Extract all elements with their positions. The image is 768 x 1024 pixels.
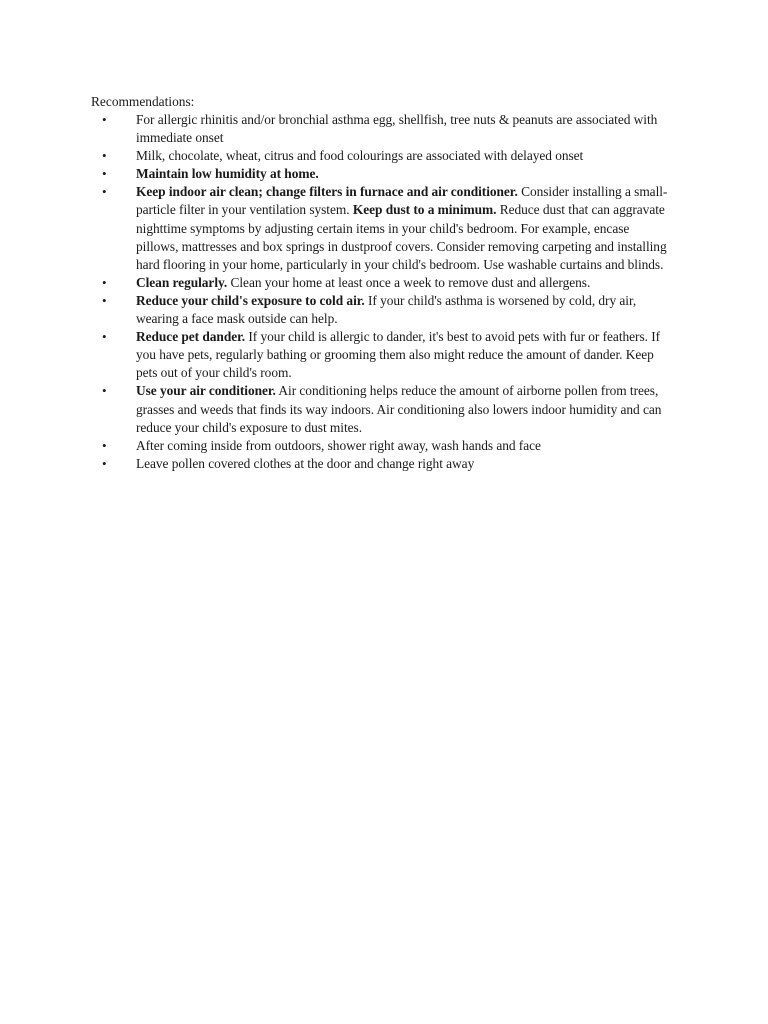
list-item (91, 455, 671, 473)
bullet-icon: • (102, 184, 107, 200)
list-item (91, 111, 671, 147)
item-text: If your child is allergic to dander, it's best to avoid pets with fur or feathers. If you have pets, regularly bathing or grooming them also might reduce the amount of dander. Keep pets out of your child's room. (136, 329, 661, 381)
bullet-icon: • (102, 112, 107, 127)
bullet-icon: • (102, 383, 107, 399)
item-bold-text: Reduce your child's exposure to cold air. (136, 292, 365, 308)
item-text: For allergic rhinitis and/or bronchial asthma egg, shellfish, tree nuts & peanuts are associated with immediate onset (136, 112, 658, 146)
item-text: Reduce dust that can aggravate nighttime symptoms by adjusting certain items in your child's bedroom. For example, encase pillows, mattresses and box springs in dustproof covers. Consider removing carpeting and installing hard flooring in your home, particularly in your child's bedroom. Use washable curtains and blinds. (136, 202, 667, 272)
item-text: If your child's asthma is worsened by cold, dry air, wearing a face mask outside can help. (136, 292, 637, 327)
item-bold-text: Maintain low humidity at home. (136, 166, 319, 182)
bullet-icon: • (102, 292, 107, 308)
item-text: Milk, chocolate, wheat, citrus and food colourings are associated with delayed onset (136, 148, 584, 164)
document-page (91, 93, 671, 473)
item-text: Air conditioning helps reduce the amount of airborne pollen from trees, grasses and weeds that finds its way indoors. Air conditioning also lowers indoor humidity and can reduce your child's exposure to dust mites. (136, 383, 662, 435)
item-text: Consider installing a small-particle filter in your ventilation system. (136, 184, 668, 218)
item-bold-text: Use your air conditioner. (136, 383, 276, 399)
bullet-icon: • (102, 455, 107, 471)
bullet-icon: • (102, 148, 107, 164)
list-item (91, 437, 671, 455)
item-bold-text: Keep dust to a minimum. (352, 202, 497, 218)
list-item (91, 292, 671, 328)
list-item (91, 183, 671, 273)
list-item (91, 274, 671, 292)
item-bold-text: Keep indoor air clean; change filters in furnace and air conditioner. (136, 184, 518, 200)
item-text: Clean your home at least once a week to remove dust and allergens. (227, 274, 591, 290)
item-bold-text: Reduce pet dander. (136, 329, 246, 345)
list-item (91, 328, 671, 382)
list-item (91, 147, 671, 165)
bullet-icon: • (102, 166, 107, 182)
list-item (91, 382, 671, 436)
item-text: After coming inside from outdoors, shower right away, wash hands and face (136, 437, 541, 453)
item-text: Leave pollen covered clothes at the door and change right away (136, 455, 475, 471)
item-bold-text: Clean regularly. (136, 274, 228, 290)
bullet-icon: • (102, 437, 107, 453)
list-item (91, 165, 671, 183)
bullet-icon: • (102, 329, 107, 345)
bullet-icon: • (102, 274, 107, 290)
recommendations-list (91, 111, 671, 473)
recommendations-heading: Recommendations: (91, 94, 195, 109)
